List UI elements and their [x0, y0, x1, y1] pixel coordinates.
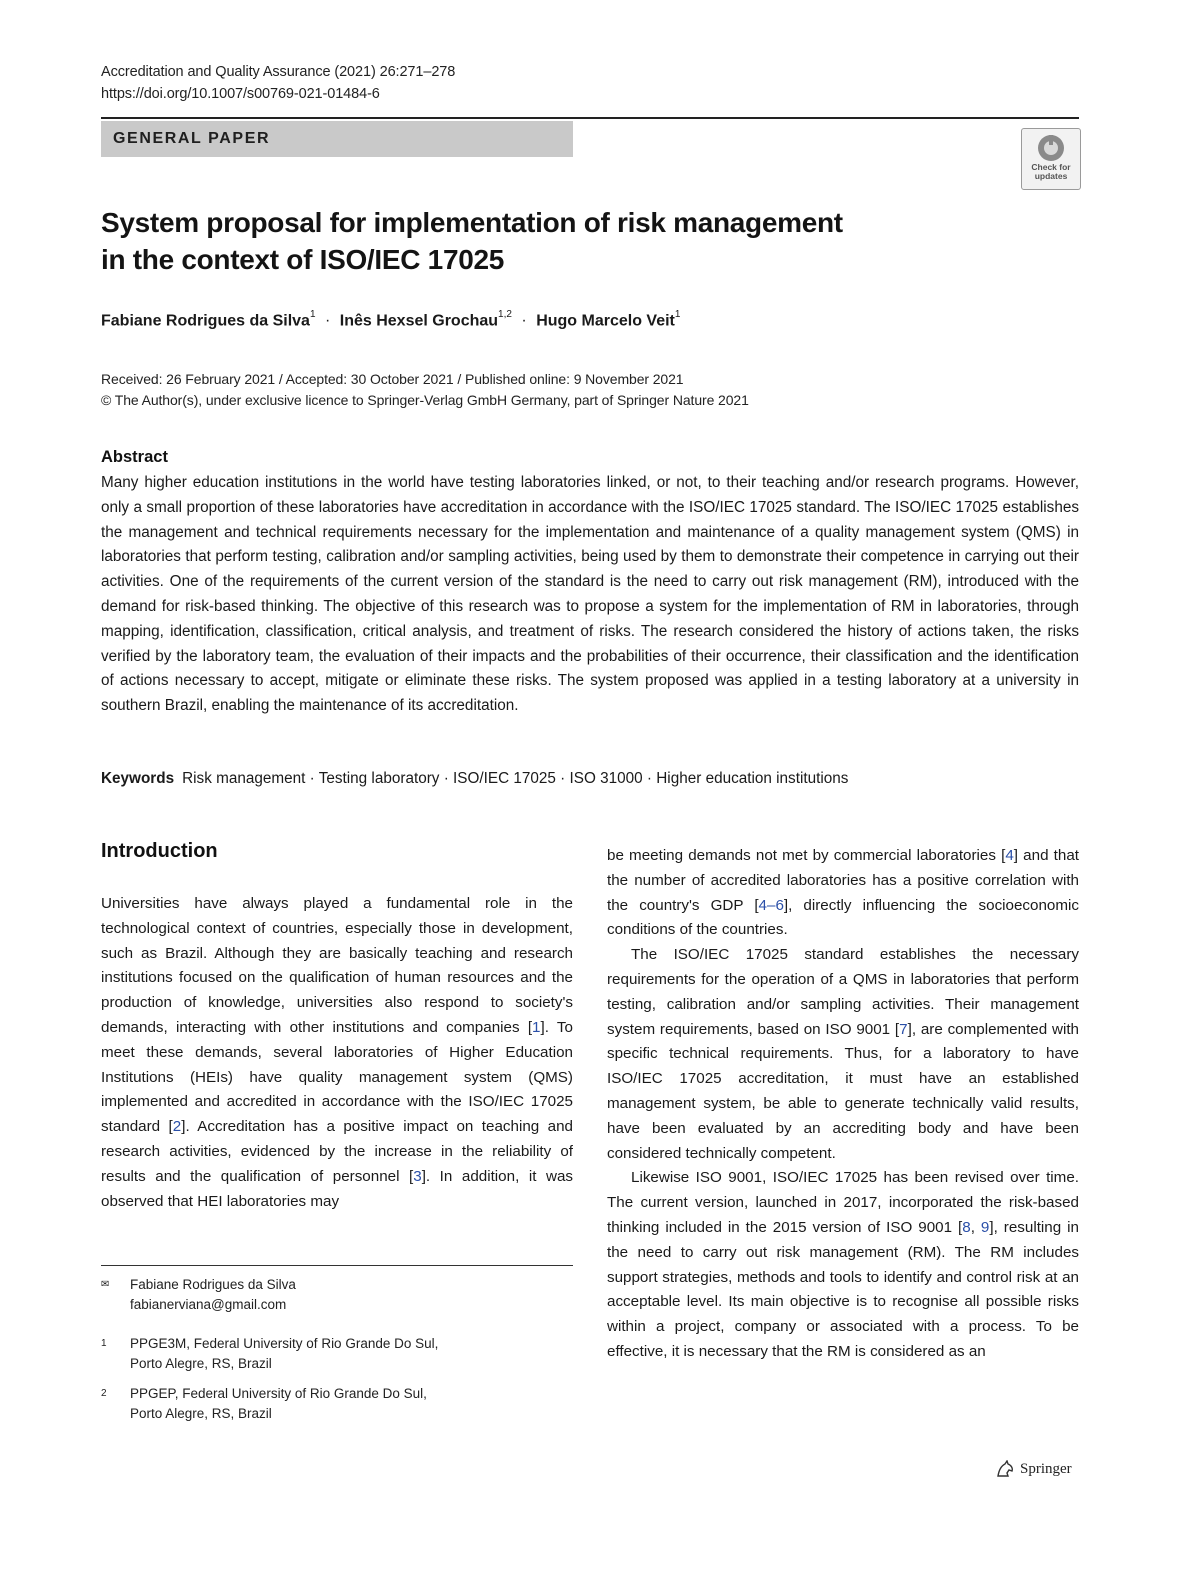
intro-paragraph [607, 943, 1079, 1166]
author-affiliation-mark: 1 [309, 309, 316, 320]
check-updates-icon [1034, 133, 1068, 163]
abstract-text: Many higher education institutions in the world have testing laboratories linked, or not, to their teaching and/or research programs. However, only a small proportion of these laboratories have accreditation in accordance with the ISO/IEC 17025 standard. The ISO/IEC 17025 establishes the management and technical requirements necessary for the implementation and maintenance of a quality management system (QMS) in laboratories that perform testing, calibration and/or sampling activities, being used by them to demonstrate their competence in carrying out their activities. One of the requirements of the current version of the standard is the need to carry out risk management (RM), introduced with the demand for risk-based thinking. The objective of this research was to propose a system for the implementation of RM in laboratories, through mapping, identification, classification, critical analysis, and treatment of risks. The research considered the history of actions taken, the risks verified by the laboratory team, the evaluation of their impacts and the probabilities of their occurrence, their classification and the identification of actions necessary to accept, mitigate or eliminate these risks. The system proposed was applied in a testing laboratory at a university in southern Brazil, enabling the maintenance of its accreditation. [101, 474, 1079, 715]
author-name: Hugo Marcelo Veit [536, 312, 675, 330]
affiliation-line: Porto Alegre, RS, Brazil [130, 1356, 272, 1371]
paragraph-text: ], are complemented with specific technical requirements. Thus, for a laboratory to have ISO/IEC 17025 accreditation, it must have an established management system, be able to generate technically valid results, have been evaluated by an accrediting body and have been considered technically competent. [607, 1020, 1079, 1162]
author-name: Fabiane Rodrigues da Silva [101, 312, 310, 330]
citation-link[interactable]: 2 [172, 1118, 182, 1136]
right-column [607, 844, 1079, 1365]
intro-paragraph [101, 892, 573, 1214]
paragraph-text: ]. Accreditation has a positive impact on teaching and research activities, evidenced by the increase in the reliability of results and the qualification of personnel [ [101, 1118, 574, 1185]
citation-link[interactable]: 4 [1005, 847, 1014, 864]
author-name: Inês Hexsel Grochau [339, 312, 499, 330]
affiliation-mark: 1 [101, 1338, 107, 1349]
paragraph-text: , [970, 1218, 981, 1236]
paragraph-text: be meeting demands not met by commercial laboratories [ [607, 847, 1006, 864]
paragraph-text: ], resulting in the need to carry out risk management (RM). The RM includes support strategies, methods and tools to identify and control risk at an acceptable level. Its main objective is to recognise all possible risks within a project, company or associated with a process. To be effective, it is necessary that the RM is considered as an [607, 1218, 1079, 1360]
corresponding-email[interactable]: fabianerviana@gmail.com [130, 1297, 287, 1312]
affiliation-line: PPGEP, Federal University of Rio Grande Do Sul, [130, 1386, 427, 1401]
header-rule [101, 117, 1079, 119]
check-for-updates-badge[interactable] [1021, 128, 1081, 190]
section-band [101, 121, 573, 157]
author-list [101, 311, 680, 330]
corresponding-name: Fabiane Rodrigues da Silva [130, 1277, 296, 1292]
affiliation-footnote-2 [101, 1384, 573, 1424]
copyright-line: © The Author(s), under exclusive licence to Springer-Verlag GmbH Germany, part of Springer Nature 2021 [101, 392, 749, 408]
journal-citation: Accreditation and Quality Assurance (2021) 26:271–278 [101, 64, 456, 80]
check-updates-label: Check for updates [1031, 162, 1071, 181]
envelope-icon: ✉ [101, 1279, 110, 1290]
intro-paragraph [607, 844, 1079, 943]
affiliation-line: PPGE3M, Federal University of Rio Grande Do Sul, [130, 1336, 439, 1351]
paragraph-text: ]. In addition, it was observed that HEI laboratories may [101, 1167, 573, 1210]
springer-logo [995, 1460, 1072, 1478]
affiliation-mark: 2 [101, 1388, 107, 1399]
abstract-heading: Abstract [101, 448, 168, 466]
paragraph-text: Universities have always played a fundamental role in the technological context of countries, especially those in development, such as Brazil. Although they are basically teaching and research institutions focused on the qualification of human resources and the production of knowledge, universities also respond to society's demands, interacting with other institutions and companies [ [101, 895, 573, 1036]
springer-horse-icon [995, 1460, 1015, 1478]
citation-link[interactable]: 3 [413, 1167, 422, 1185]
paper-title: System proposal for implementation of risk management in the context of ISO/IEC 17025 [101, 207, 843, 275]
keywords-line [101, 770, 848, 788]
publication-dates: Received: 26 February 2021 / Accepted: 30 October 2021 / Published online: 9 November 2021 [101, 371, 684, 387]
citation-link[interactable]: 1 [532, 1018, 541, 1036]
author-affiliation-mark: 1,2 [498, 309, 512, 320]
left-column [101, 892, 573, 1214]
author-affiliation-mark: 1 [674, 309, 681, 320]
section-label: GENERAL PAPER [113, 130, 271, 147]
citation-link[interactable]: 7 [899, 1020, 908, 1038]
affiliation-footnote-1 [101, 1334, 573, 1374]
citation-link[interactable]: 9 [980, 1218, 990, 1236]
paragraph-text: ]. To meet these demands, several laboratories of Higher Education Institutions (HEIs) have quality management system (QMS) implemented and accredited in accordance with the ISO/IEC 17025 standard [ [101, 1018, 573, 1136]
author-separator: · [521, 312, 527, 330]
publisher-name: Springer [1020, 1460, 1072, 1477]
author-separator: · [324, 312, 331, 330]
doi-link[interactable]: https://doi.org/10.1007/s00769-021-01484-6 [101, 86, 380, 102]
citation-link[interactable]: 4–6 [758, 896, 784, 914]
paragraph-text: ] and that the number of accredited laboratories has a positive correlation with the country's GDP [ [607, 847, 1079, 914]
introduction-heading: Introduction [101, 840, 218, 862]
citation-link[interactable]: 8 [962, 1218, 971, 1236]
keywords-text: Risk management · Testing laboratory · ISO/IEC 17025 · ISO 31000 · Higher education institutions [182, 770, 849, 787]
paragraph-text: Likewise ISO 9001, ISO/IEC 17025 has been revised over time. The current version, launched in 2017, incorporated the risk-based thinking included in the 2015 version of ISO 9001 [ [607, 1169, 1079, 1236]
paragraph-text: ], directly influencing the socioeconomic conditions of the countries. [607, 896, 1079, 939]
footnote-rule [101, 1265, 573, 1266]
corresponding-author-footnote [101, 1275, 573, 1315]
affiliation-line: Porto Alegre, RS, Brazil [130, 1406, 272, 1421]
paragraph-text: The ISO/IEC 17025 standard establishes the necessary requirements for the operation of a QMS in laboratories that perform testing, calibration and/or sampling activities. Their management system requirements, based on ISO 9001 [ [607, 946, 1079, 1038]
keywords-label: Keywords [101, 770, 175, 787]
intro-paragraph [607, 1166, 1079, 1364]
